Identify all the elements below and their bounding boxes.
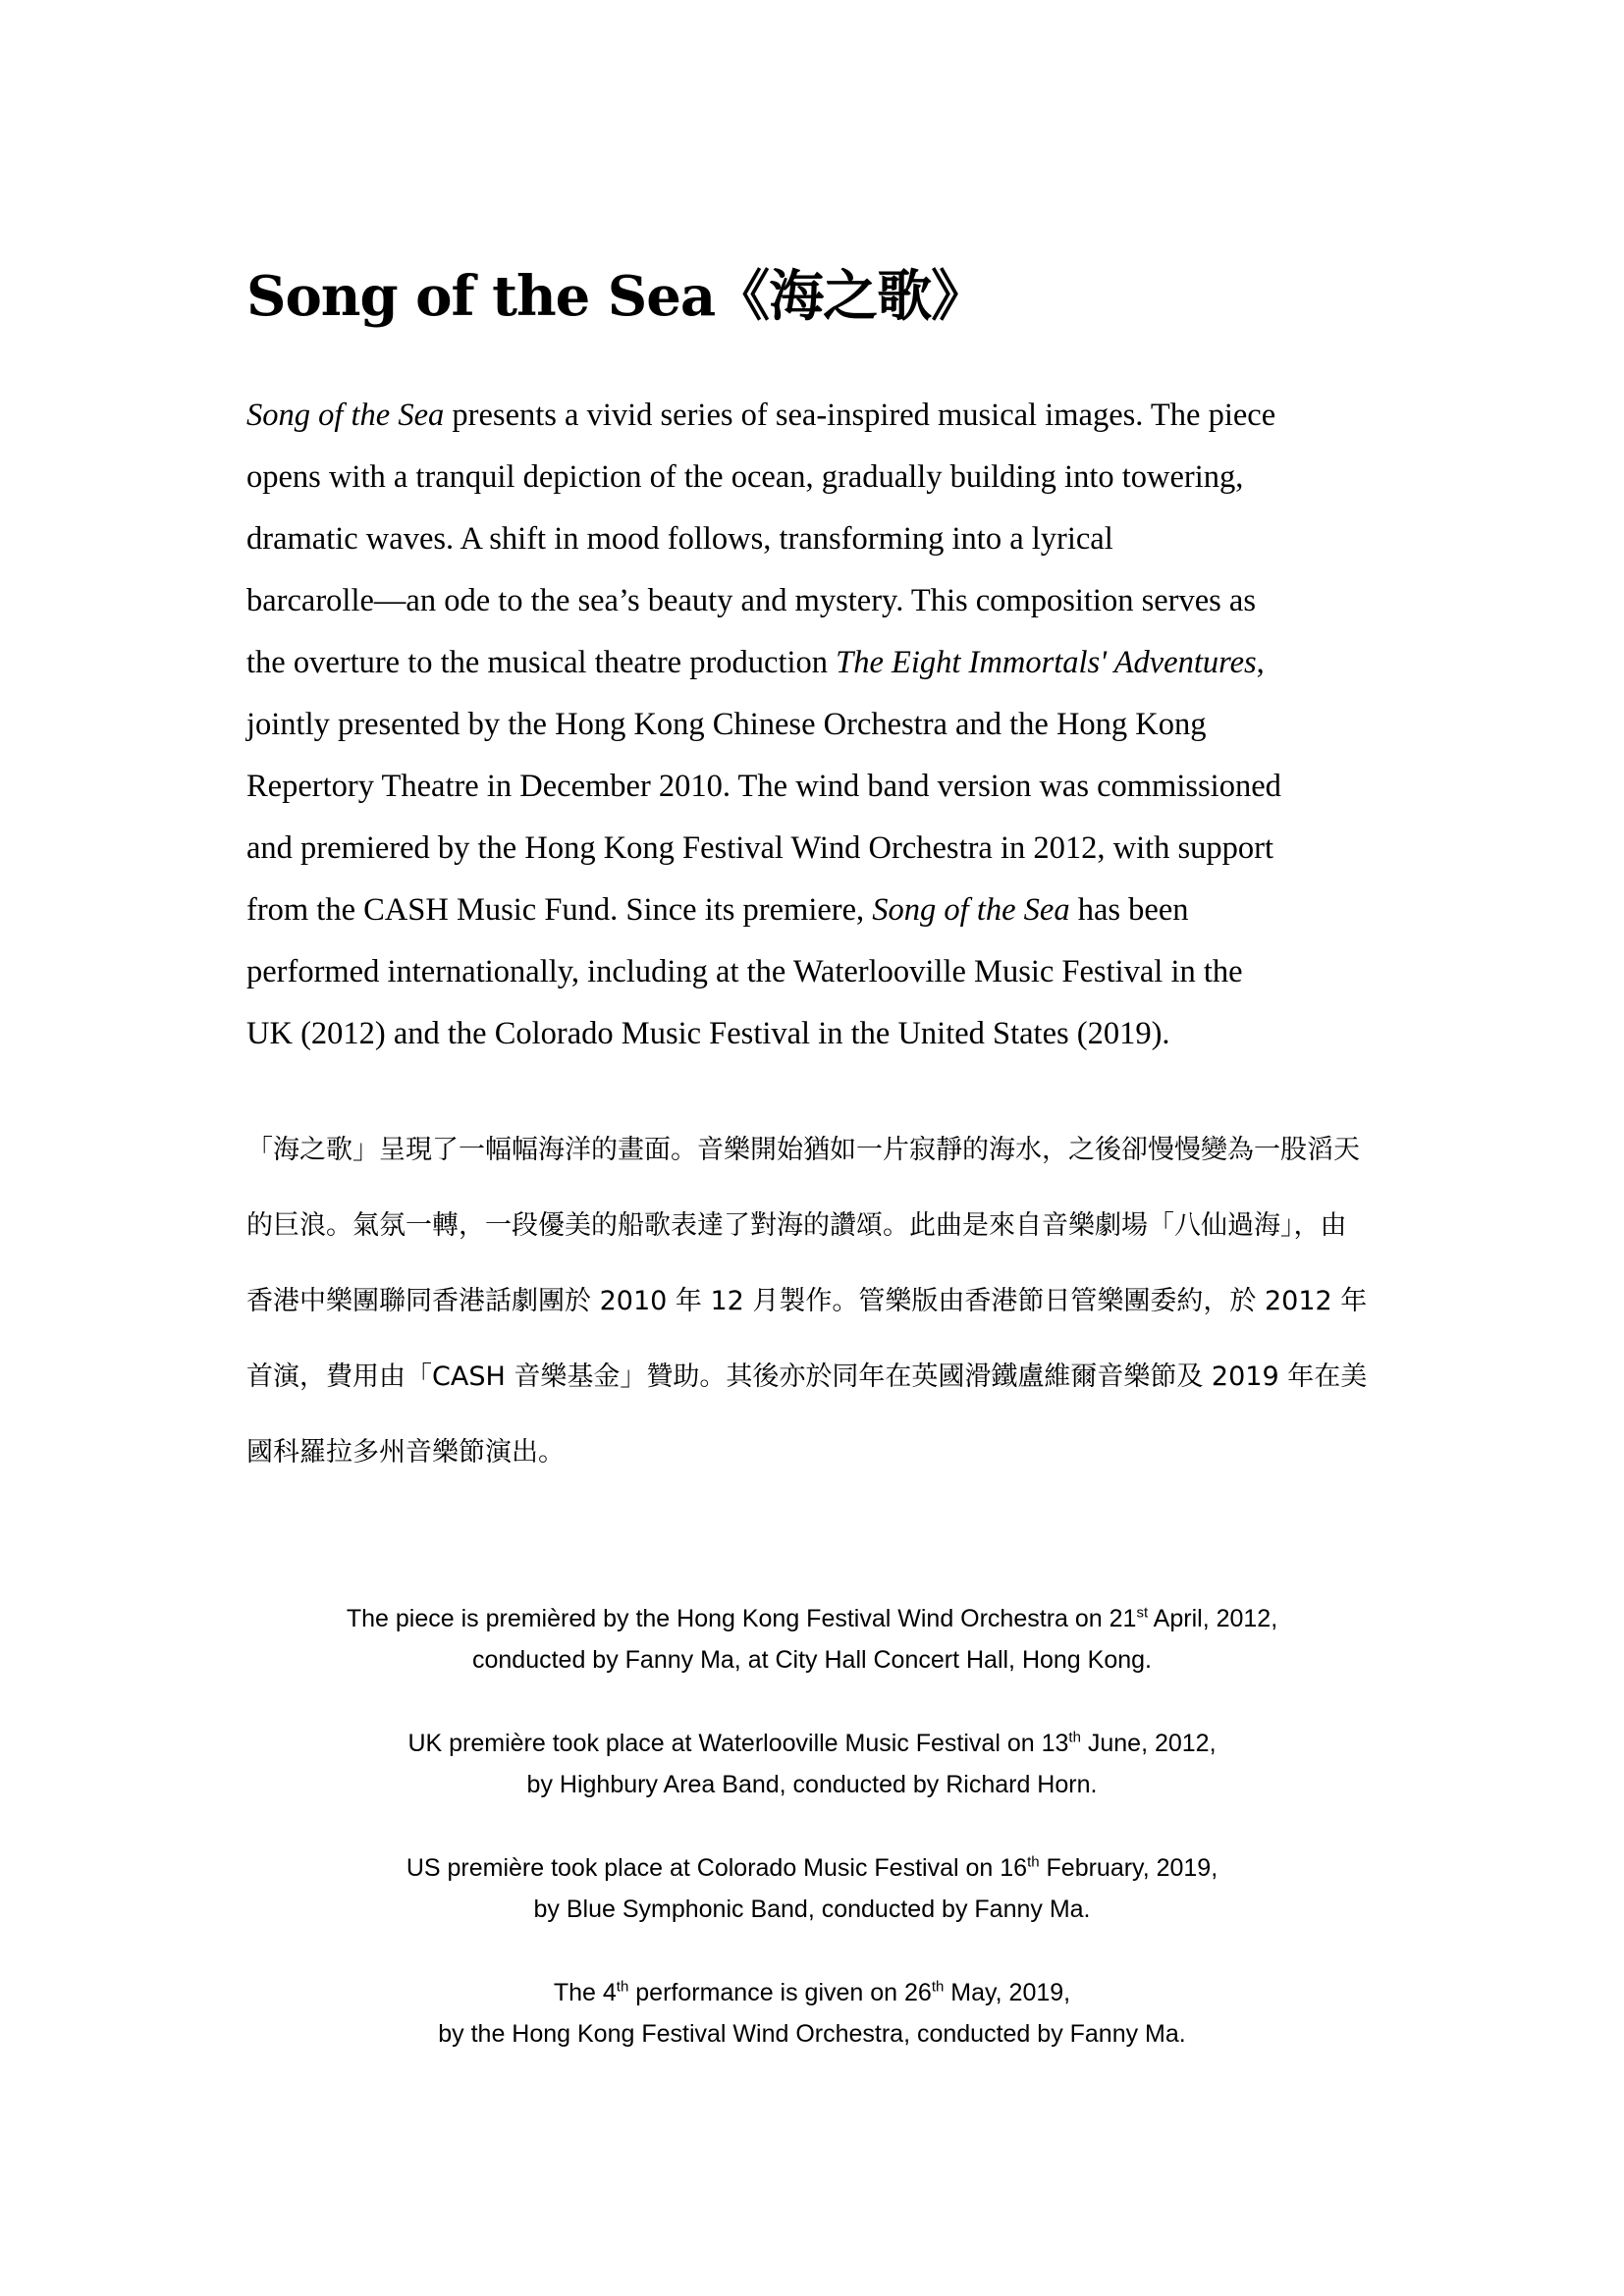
english-line: jointly presented by the Hong Kong Chinese Orchestra and the Hong Kong [246, 707, 1207, 742]
text-run: from the CASH Music Fund. Since its premiere, [246, 892, 873, 928]
english-line [246, 880, 1389, 941]
chinese-line: 首演，費用由「CASH 音樂基金」贊助。其後亦於同年在英國滑鐵盧維爾音樂節及 2019 年在美 [246, 1362, 1368, 1392]
english-line: UK (2012) and the Colorado Music Festival in the United States (2019). [246, 1016, 1170, 1051]
english-line: performed internationally, including at the Waterlooville Music Festival in the [246, 954, 1243, 989]
text-run: February, 2019, [1039, 1854, 1218, 1882]
text-run: June, 2012, [1080, 1730, 1217, 1757]
text-run: May, 2019, [944, 1979, 1071, 2006]
text-run: The piece is premièred by the Hong Kong Festival Wind Orchestra on 21 [346, 1605, 1137, 1632]
chinese-line: 的巨浪。氣氛一轉，一段優美的船歌表達了對海的讚頌。此曲是來自音樂劇場「八仙過海」，由 [246, 1210, 1347, 1241]
premiere-line [223, 1972, 1401, 2013]
italic-production-title: The Eight Immortals' Adventures [836, 645, 1257, 680]
ordinal-suffix: th [1027, 1853, 1040, 1871]
chinese-line: 國科羅拉多州音樂節演出。 [246, 1437, 565, 1468]
premiere-line [223, 1847, 1401, 1889]
text-run: presents a vivid series of sea-inspired musical images. The piece [444, 398, 1276, 433]
text-run: , [1256, 645, 1265, 680]
english-description [246, 385, 1389, 1065]
premiere-entry [223, 1972, 1401, 2055]
premiere-line: by the Hong Kong Festival Wind Orchestra, conducted by Fanny Ma. [438, 2020, 1186, 2048]
ordinal-suffix: th [616, 1978, 629, 1996]
premiere-entry [223, 1847, 1401, 1930]
english-line: barcarolle—an ode to the sea’s beauty and mystery. This composition serves as [246, 583, 1256, 618]
premiere-line [223, 1723, 1401, 1764]
english-line: Repertory Theatre in December 2010. The wind band version was commissioned [246, 769, 1281, 804]
italic-work-title: Song of the Sea [872, 892, 1070, 928]
text-run: performance is given on 26 [628, 1979, 932, 2006]
chinese-line: 「海之歌」呈現了一幅幅海洋的畫面。音樂開始猶如一片寂靜的海水，之後卻慢慢變為一股滔天 [246, 1135, 1360, 1165]
premiere-line: by Blue Symphonic Band, conducted by Fanny Ma. [533, 1896, 1091, 1923]
text-run: US première took place at Colorado Music Festival on 16 [406, 1854, 1028, 1882]
english-line [246, 385, 1389, 447]
performance-history [223, 1598, 1401, 2097]
premiere-line [223, 1598, 1401, 1639]
ordinal-suffix: th [931, 1978, 945, 1996]
english-line: opens with a tranquil depiction of the ocean, gradually building into towering, [246, 459, 1244, 495]
premiere-line: conducted by Fanny Ma, at City Hall Concert Hall, Hong Kong. [471, 1646, 1152, 1674]
chinese-description [246, 1112, 1389, 1490]
text-run: has been [1069, 892, 1189, 928]
premiere-entry [223, 1598, 1401, 1681]
ordinal-suffix: th [1068, 1729, 1081, 1746]
text-run: UK première took place at Waterlooville Music Festival on 13 [407, 1730, 1069, 1757]
english-line: and premiered by the Hong Kong Festival Wind Orchestra in 2012, with support [246, 830, 1274, 866]
english-line [246, 632, 1389, 694]
italic-work-title: Song of the Sea [246, 398, 445, 433]
page-title: Song of the Sea《海之歌》 [246, 264, 986, 329]
text-run: The 4 [553, 1979, 617, 2006]
text-run: April, 2012, [1148, 1605, 1278, 1632]
english-line: dramatic waves. A shift in mood follows, transforming into a lyrical [246, 521, 1113, 557]
chinese-line: 香港中樂團聯同香港話劇團於 2010 年 12 月製作。管樂版由香港節日管樂團委約，於 2012 年 [246, 1286, 1368, 1316]
ordinal-suffix: st [1136, 1604, 1149, 1622]
text-run: the overture to the musical theatre production [246, 645, 837, 680]
premiere-line: by Highbury Area Band, conducted by Richard Horn. [526, 1771, 1098, 1798]
premiere-entry [223, 1723, 1401, 1805]
